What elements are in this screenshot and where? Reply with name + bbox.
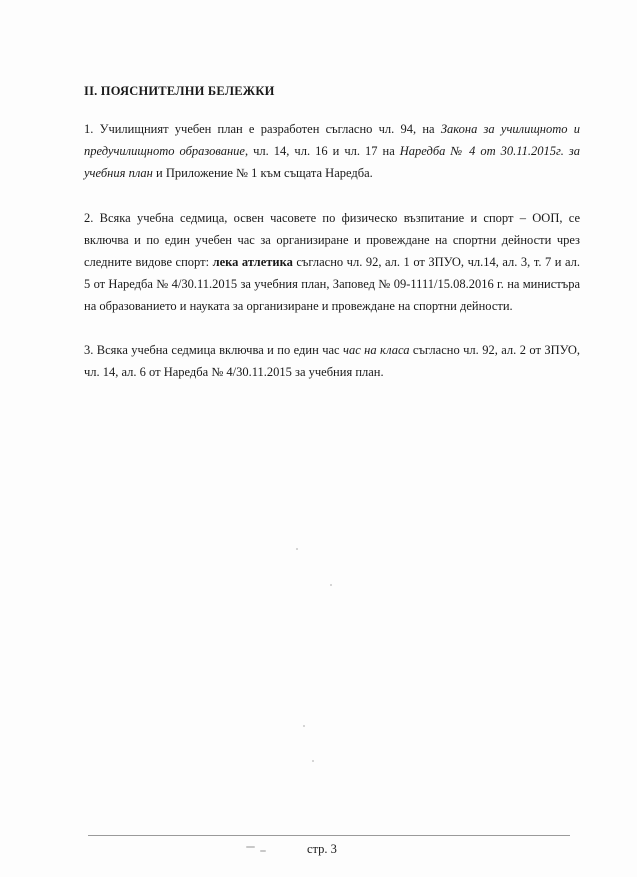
scan-speck [296, 548, 298, 550]
p2-sport-name: лека атлетика [212, 255, 293, 269]
page-number: стр. 3 [307, 842, 337, 856]
p1-text-c: , чл. 14, чл. 16 и чл. 17 на [244, 144, 400, 158]
p1-text-e: и Приложение № 1 към същата Наредба. [152, 166, 373, 180]
note-paragraph-2 [84, 207, 580, 317]
footer-divider [88, 835, 570, 836]
section-heading: II. ПОЯСНИТЕЛНИ БЕЛЕЖКИ [84, 84, 275, 98]
scan-speck [246, 846, 255, 848]
note-paragraph-1 [84, 118, 580, 184]
scan-speck [303, 725, 305, 727]
p1-law-title: Закона за училищното и предучилищното образование [84, 122, 581, 158]
p3-text-c: съгласно чл. 92, ал. 2 от ЗПУО, чл. 14, ал. 6 от Наредба № 4/30.11.2015 за учебния план. [84, 343, 581, 379]
p3-text-a: 3. Всяка учебна седмица включва и по един час [84, 343, 343, 357]
note-paragraph-3 [84, 339, 580, 383]
p3-class-hour: час на класа [343, 343, 410, 357]
p2-text-a: 2. Всяка учебна седмица, освен часовете по физическо възпитание и спорт – ООП, се включва и по един учебен час за организиране и провеждане на спортни дейности чрез следните видове спорт: [84, 211, 580, 269]
scan-speck [312, 760, 314, 762]
p1-text-a: 1. Училищният учебен план е разработен съгласно чл. 94, на [84, 122, 441, 136]
scan-speck [260, 850, 266, 852]
p1-regulation-title: Наредба № 4 от 30.11.2015г. за учебния план [84, 144, 580, 180]
p2-text-c: съгласно чл. 92, ал. 1 от ЗПУО, чл.14, ал. 3, т. 7 и ал. 5 от Наредба № 4/30.11.2015 за учебния план, Заповед № 09-1111/15.08.2016 г. на министъра на образованието и науката за организиране и провеждане на спортни дейности. [84, 255, 580, 313]
scan-speck [330, 584, 332, 586]
